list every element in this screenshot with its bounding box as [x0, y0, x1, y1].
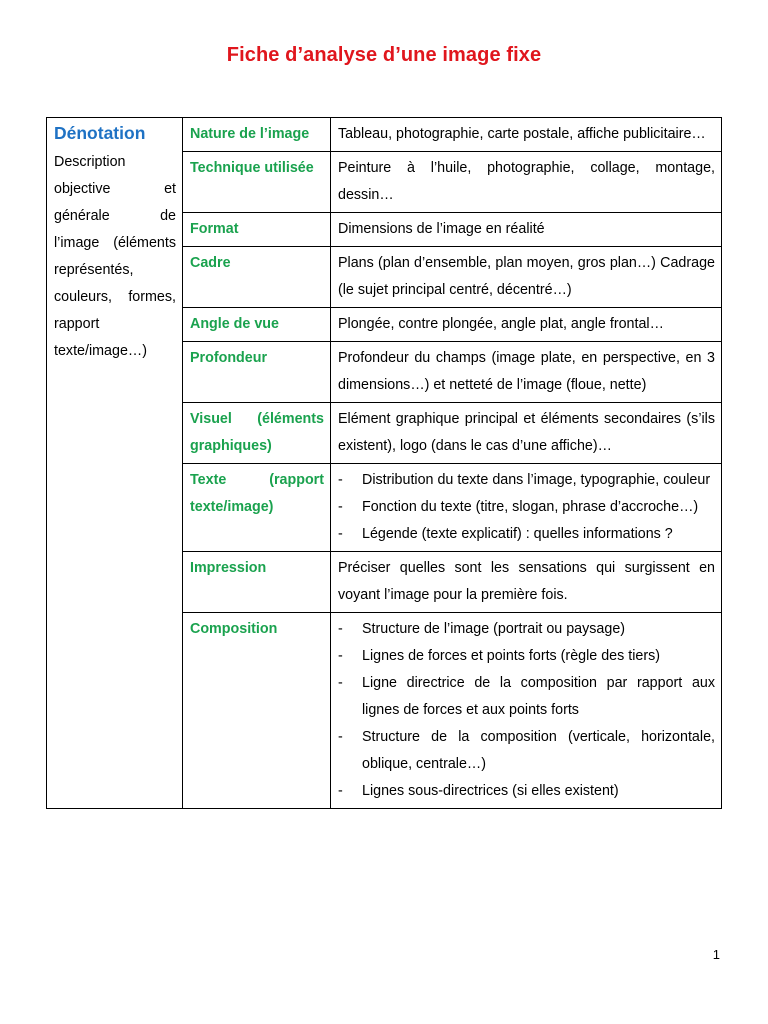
row-description	[331, 342, 722, 403]
row-text: Préciser quelles sont les sensations qui surgissent en voyant l’image pour la première fois.	[338, 560, 715, 603]
row-text: Profondeur du champs (image plate, en perspective, en 3 dimensions…) et netteté de l’image (floue, nette)	[338, 350, 715, 393]
row-description	[331, 213, 722, 247]
bullet-list	[338, 467, 715, 548]
list-item: - Ligne directrice de la composition par rapport aux lignes de forces et aux points forts	[338, 670, 715, 724]
row-label: Profondeur	[183, 342, 331, 403]
row-label: Angle de vue	[183, 308, 331, 342]
list-item: - Lignes de forces et points forts (règle des tiers)	[338, 643, 715, 670]
row-label: Format	[183, 213, 331, 247]
row-description	[331, 552, 722, 613]
list-item: - Légende (texte explicatif) : quelles informations ?	[338, 521, 715, 548]
row-label: Visuel (éléments graphiques)	[183, 403, 331, 464]
row-label: Texte (rapport texte/image)	[183, 464, 331, 552]
row-description	[331, 308, 722, 342]
row-description	[331, 118, 722, 152]
row-label: Composition	[183, 613, 331, 809]
row-text: Plans (plan d’ensemble, plan moyen, gros plan…) Cadrage (le sujet principal centré, décentré…)	[338, 255, 715, 298]
denotation-title: Dénotation	[54, 123, 146, 143]
row-label: Impression	[183, 552, 331, 613]
row-text: Elément graphique principal et éléments secondaires (s’ils existent), logo (dans le cas d’une affiche)…	[338, 411, 715, 454]
table-row	[47, 118, 722, 152]
row-description	[331, 464, 722, 552]
row-text: Dimensions de l’image en réalité	[338, 221, 545, 237]
list-item: - Fonction du texte (titre, slogan, phrase d’accroche…)	[338, 494, 715, 521]
row-label: Technique utilisée	[183, 152, 331, 213]
bullet-list	[338, 616, 715, 805]
list-item: - Structure de la composition (verticale, horizontale, oblique, centrale…)	[338, 724, 715, 778]
page-number: 1	[712, 947, 720, 962]
row-description	[331, 403, 722, 464]
analysis-table	[46, 117, 722, 809]
list-item: - Distribution du texte dans l’image, typographie, couleur	[338, 467, 715, 494]
page-title: Fiche d’analyse d’une image fixe	[226, 44, 542, 66]
row-description	[331, 247, 722, 308]
row-description	[331, 613, 722, 809]
row-label: Nature de l’image	[183, 118, 331, 152]
denotation-description: Description objective et générale de l’image (éléments représentés, couleurs, formes, rapport texte/image…)	[54, 154, 176, 359]
row-description	[331, 152, 722, 213]
row-label: Cadre	[183, 247, 331, 308]
list-item: - Lignes sous-directrices (si elles existent)	[338, 778, 715, 805]
row-text: Peinture à l’huile, photographie, collage, montage, dessin…	[338, 160, 715, 203]
denotation-cell	[47, 118, 183, 809]
row-text: Plongée, contre plongée, angle plat, angle frontal…	[338, 316, 664, 332]
row-text: Tableau, photographie, carte postale, affiche publicitaire…	[338, 126, 706, 142]
list-item: - Structure de l’image (portrait ou paysage)	[338, 616, 715, 643]
